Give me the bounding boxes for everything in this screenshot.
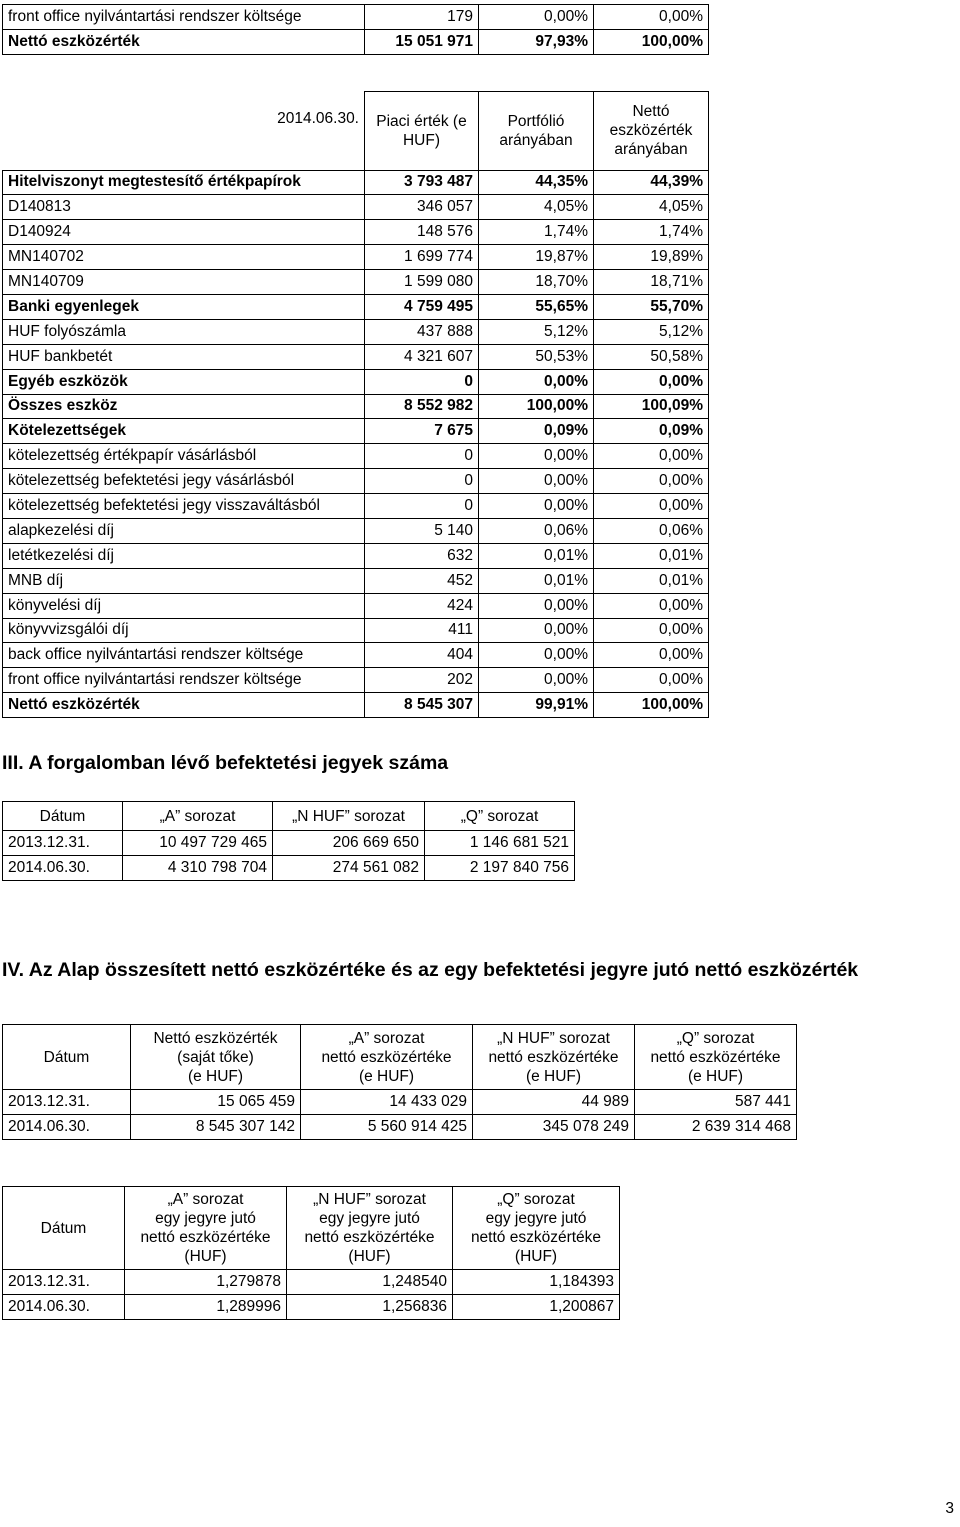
row-label: Banki egyenlegek [3, 294, 365, 319]
row-value: 0 [365, 469, 479, 494]
row-portfolio-percent: 0,01% [479, 543, 594, 568]
row-value: 452 [365, 568, 479, 593]
header-cell: Dátum [3, 802, 123, 831]
row-value: 5 140 [365, 518, 479, 543]
row-value: 179 [365, 5, 479, 30]
table-header-row [3, 1187, 620, 1270]
net-asset-value-table [2, 1024, 797, 1140]
table-row [3, 1090, 797, 1115]
row-value: 4 759 495 [365, 294, 479, 319]
header-cell: „Q” sorozat egy jegyre jutó nettó eszközértéke (HUF) [453, 1187, 620, 1270]
table-row [3, 270, 709, 295]
header-nav-ratio: Nettó eszközérték arányában [594, 92, 709, 171]
row-label: MNB díj [3, 568, 365, 593]
header-cell: „Q” sorozat [425, 802, 575, 831]
row-value: 14 433 029 [301, 1090, 473, 1115]
row-value: 15 065 459 [131, 1090, 301, 1115]
row-value: 148 576 [365, 220, 479, 245]
row-portfolio-percent: 0,00% [479, 369, 594, 394]
table-row [3, 855, 575, 880]
row-portfolio-percent: 44,35% [479, 170, 594, 195]
row-value: 2 197 840 756 [425, 855, 575, 880]
table-row [3, 643, 709, 668]
row-value: 1,200867 [453, 1294, 620, 1319]
row-label: Egyéb eszközök [3, 369, 365, 394]
table-header-row [3, 802, 575, 831]
row-portfolio-percent: 0,00% [479, 5, 594, 30]
row-value: 15 051 971 [365, 29, 479, 54]
row-nav-percent: 1,74% [594, 220, 709, 245]
row-label: alapkezelési díj [3, 518, 365, 543]
row-nav-percent: 0,00% [594, 618, 709, 643]
table-row [3, 543, 709, 568]
table-row [3, 195, 709, 220]
row-value: 10 497 729 465 [123, 831, 273, 856]
row-portfolio-percent: 4,05% [479, 195, 594, 220]
table-row [3, 294, 709, 319]
row-value: 2 639 314 468 [635, 1114, 797, 1139]
table-row [3, 618, 709, 643]
row-date: 2014.06.30. [3, 1294, 125, 1319]
row-portfolio-percent: 5,12% [479, 319, 594, 344]
row-value: 1,184393 [453, 1270, 620, 1295]
row-portfolio-percent: 0,00% [479, 469, 594, 494]
header-cell: „N HUF” sorozat egy jegyre jutó nettó eszközértéke (HUF) [287, 1187, 453, 1270]
row-date: 2014.06.30. [3, 855, 123, 880]
row-value: 1 146 681 521 [425, 831, 575, 856]
row-value: 587 441 [635, 1090, 797, 1115]
row-portfolio-percent: 99,91% [479, 693, 594, 718]
header-portfolio-ratio: Portfólió arányában [479, 92, 594, 171]
row-value: 437 888 [365, 319, 479, 344]
row-nav-percent: 0,00% [594, 643, 709, 668]
row-value: 1,279878 [125, 1270, 287, 1295]
row-portfolio-percent: 55,65% [479, 294, 594, 319]
row-portfolio-percent: 0,09% [479, 419, 594, 444]
row-label: könyvvizsgálói díj [3, 618, 365, 643]
row-portfolio-percent: 0,00% [479, 593, 594, 618]
section-4-title: IV. Az Alap összesített nettó eszközértéke és az egy befektetési jegyre jutó nettó eszközérték [2, 959, 859, 981]
row-portfolio-percent: 19,87% [479, 245, 594, 270]
row-label: back office nyilvántartási rendszer költsége [3, 643, 365, 668]
row-value: 206 669 650 [273, 831, 425, 856]
header-date: 2014.06.30. [3, 92, 365, 171]
row-label: Kötelezettségek [3, 419, 365, 444]
row-value: 8 545 307 142 [131, 1114, 301, 1139]
table-row [3, 668, 709, 693]
row-portfolio-percent: 0,06% [479, 518, 594, 543]
row-label: front office nyilvántartási rendszer költsége [3, 668, 365, 693]
row-label: MN140709 [3, 270, 365, 295]
row-portfolio-percent: 50,53% [479, 344, 594, 369]
row-value: 632 [365, 543, 479, 568]
row-value: 1,289996 [125, 1294, 287, 1319]
row-portfolio-percent: 0,00% [479, 444, 594, 469]
table-row [3, 344, 709, 369]
table-row [3, 693, 709, 718]
section-3-title: III. A forgalomban lévő befektetési jegyek száma [2, 752, 449, 774]
header-cell: Dátum [3, 1025, 131, 1090]
row-nav-percent: 5,12% [594, 319, 709, 344]
row-nav-percent: 0,00% [594, 494, 709, 519]
row-value: 404 [365, 643, 479, 668]
row-label: Hitelviszonyt megtestesítő értékpapírok [3, 170, 365, 195]
row-nav-percent: 0,00% [594, 5, 709, 30]
row-value: 411 [365, 618, 479, 643]
table-row [3, 593, 709, 618]
table-row [3, 831, 575, 856]
row-value: 1 699 774 [365, 245, 479, 270]
table-row [3, 319, 709, 344]
row-nav-percent: 0,00% [594, 469, 709, 494]
row-value: 7 675 [365, 419, 479, 444]
row-value: 8 552 982 [365, 394, 479, 419]
row-nav-percent: 0,09% [594, 419, 709, 444]
table-row [3, 568, 709, 593]
row-value: 274 561 082 [273, 855, 425, 880]
row-value: 44 989 [473, 1090, 635, 1115]
row-value: 1,248540 [287, 1270, 453, 1295]
row-nav-percent: 0,06% [594, 518, 709, 543]
table-row [3, 1270, 620, 1295]
row-nav-percent: 4,05% [594, 195, 709, 220]
row-value: 3 793 487 [365, 170, 479, 195]
table-row [3, 245, 709, 270]
row-portfolio-percent: 0,00% [479, 494, 594, 519]
row-nav-percent: 100,00% [594, 29, 709, 54]
row-label: letétkezelési díj [3, 543, 365, 568]
top-summary-table [2, 4, 709, 55]
table-row [3, 5, 709, 30]
row-label: HUF folyószámla [3, 319, 365, 344]
row-nav-percent: 44,39% [594, 170, 709, 195]
row-value: 4 310 798 704 [123, 855, 273, 880]
row-value: 1,256836 [287, 1294, 453, 1319]
table-row [3, 220, 709, 245]
header-cell: „A” sorozat nettó eszközértéke (e HUF) [301, 1025, 473, 1090]
row-label: Nettó eszközérték [3, 693, 365, 718]
units-outstanding-table [2, 801, 575, 881]
header-cell: „A” sorozat [123, 802, 273, 831]
row-value: 0 [365, 494, 479, 519]
row-nav-percent: 0,01% [594, 568, 709, 593]
row-portfolio-percent: 97,93% [479, 29, 594, 54]
row-nav-percent: 100,09% [594, 394, 709, 419]
row-value: 202 [365, 668, 479, 693]
table-row [3, 394, 709, 419]
row-date: 2013.12.31. [3, 1090, 131, 1115]
row-value: 4 321 607 [365, 344, 479, 369]
row-nav-percent: 50,58% [594, 344, 709, 369]
row-nav-percent: 18,71% [594, 270, 709, 295]
row-value: 345 078 249 [473, 1114, 635, 1139]
row-date: 2013.12.31. [3, 1270, 125, 1295]
table-row [3, 419, 709, 444]
row-nav-percent: 0,00% [594, 369, 709, 394]
row-label: kötelezettség befektetési jegy visszaváltásból [3, 494, 365, 519]
row-portfolio-percent: 0,00% [479, 618, 594, 643]
table-row [3, 29, 709, 54]
header-cell: Dátum [3, 1187, 125, 1270]
row-label: front office nyilvántartási rendszer költsége [3, 5, 365, 30]
row-label: D140813 [3, 195, 365, 220]
header-cell: „Q” sorozat nettó eszközértéke (e HUF) [635, 1025, 797, 1090]
row-value: 1 599 080 [365, 270, 479, 295]
table-row [3, 170, 709, 195]
header-cell: „A” sorozat egy jegyre jutó nettó eszközértéke (HUF) [125, 1187, 287, 1270]
row-portfolio-percent: 100,00% [479, 394, 594, 419]
header-cell: „N HUF” sorozat nettó eszközértéke (e HUF) [473, 1025, 635, 1090]
row-label: könyvelési díj [3, 593, 365, 618]
row-portfolio-percent: 0,00% [479, 668, 594, 693]
row-portfolio-percent: 18,70% [479, 270, 594, 295]
table-header-row [3, 1025, 797, 1090]
row-date: 2014.06.30. [3, 1114, 131, 1139]
row-nav-percent: 100,00% [594, 693, 709, 718]
row-label: MN140702 [3, 245, 365, 270]
row-value: 8 545 307 [365, 693, 479, 718]
row-portfolio-percent: 1,74% [479, 220, 594, 245]
row-label: D140924 [3, 220, 365, 245]
row-nav-percent: 0,00% [594, 444, 709, 469]
row-label: Nettó eszközérték [3, 29, 365, 54]
row-nav-percent: 0,00% [594, 593, 709, 618]
row-value: 5 560 914 425 [301, 1114, 473, 1139]
table-row [3, 518, 709, 543]
row-label: kötelezettség befektetési jegy vásárlásból [3, 469, 365, 494]
table-row [3, 469, 709, 494]
row-value: 424 [365, 593, 479, 618]
row-value: 346 057 [365, 195, 479, 220]
table-row [3, 1294, 620, 1319]
header-cell: Nettó eszközérték (saját tőke) (e HUF) [131, 1025, 301, 1090]
table-row [3, 1114, 797, 1139]
row-portfolio-percent: 0,00% [479, 643, 594, 668]
table-row [3, 494, 709, 519]
row-nav-percent: 19,89% [594, 245, 709, 270]
header-market-value: Piaci érték (e HUF) [365, 92, 479, 171]
row-label: kötelezettség értékpapír vásárlásból [3, 444, 365, 469]
page-number: 3 [945, 1500, 954, 1517]
row-portfolio-percent: 0,01% [479, 568, 594, 593]
row-date: 2013.12.31. [3, 831, 123, 856]
row-nav-percent: 0,00% [594, 668, 709, 693]
row-nav-percent: 0,01% [594, 543, 709, 568]
row-label: Összes eszköz [3, 394, 365, 419]
header-cell: „N HUF” sorozat [273, 802, 425, 831]
row-value: 0 [365, 444, 479, 469]
nav-per-unit-table [2, 1186, 620, 1320]
table-header-row [3, 92, 709, 171]
table-row [3, 369, 709, 394]
row-value: 0 [365, 369, 479, 394]
table-row [3, 444, 709, 469]
row-label: HUF bankbetét [3, 344, 365, 369]
asset-composition-table [2, 91, 709, 718]
row-nav-percent: 55,70% [594, 294, 709, 319]
